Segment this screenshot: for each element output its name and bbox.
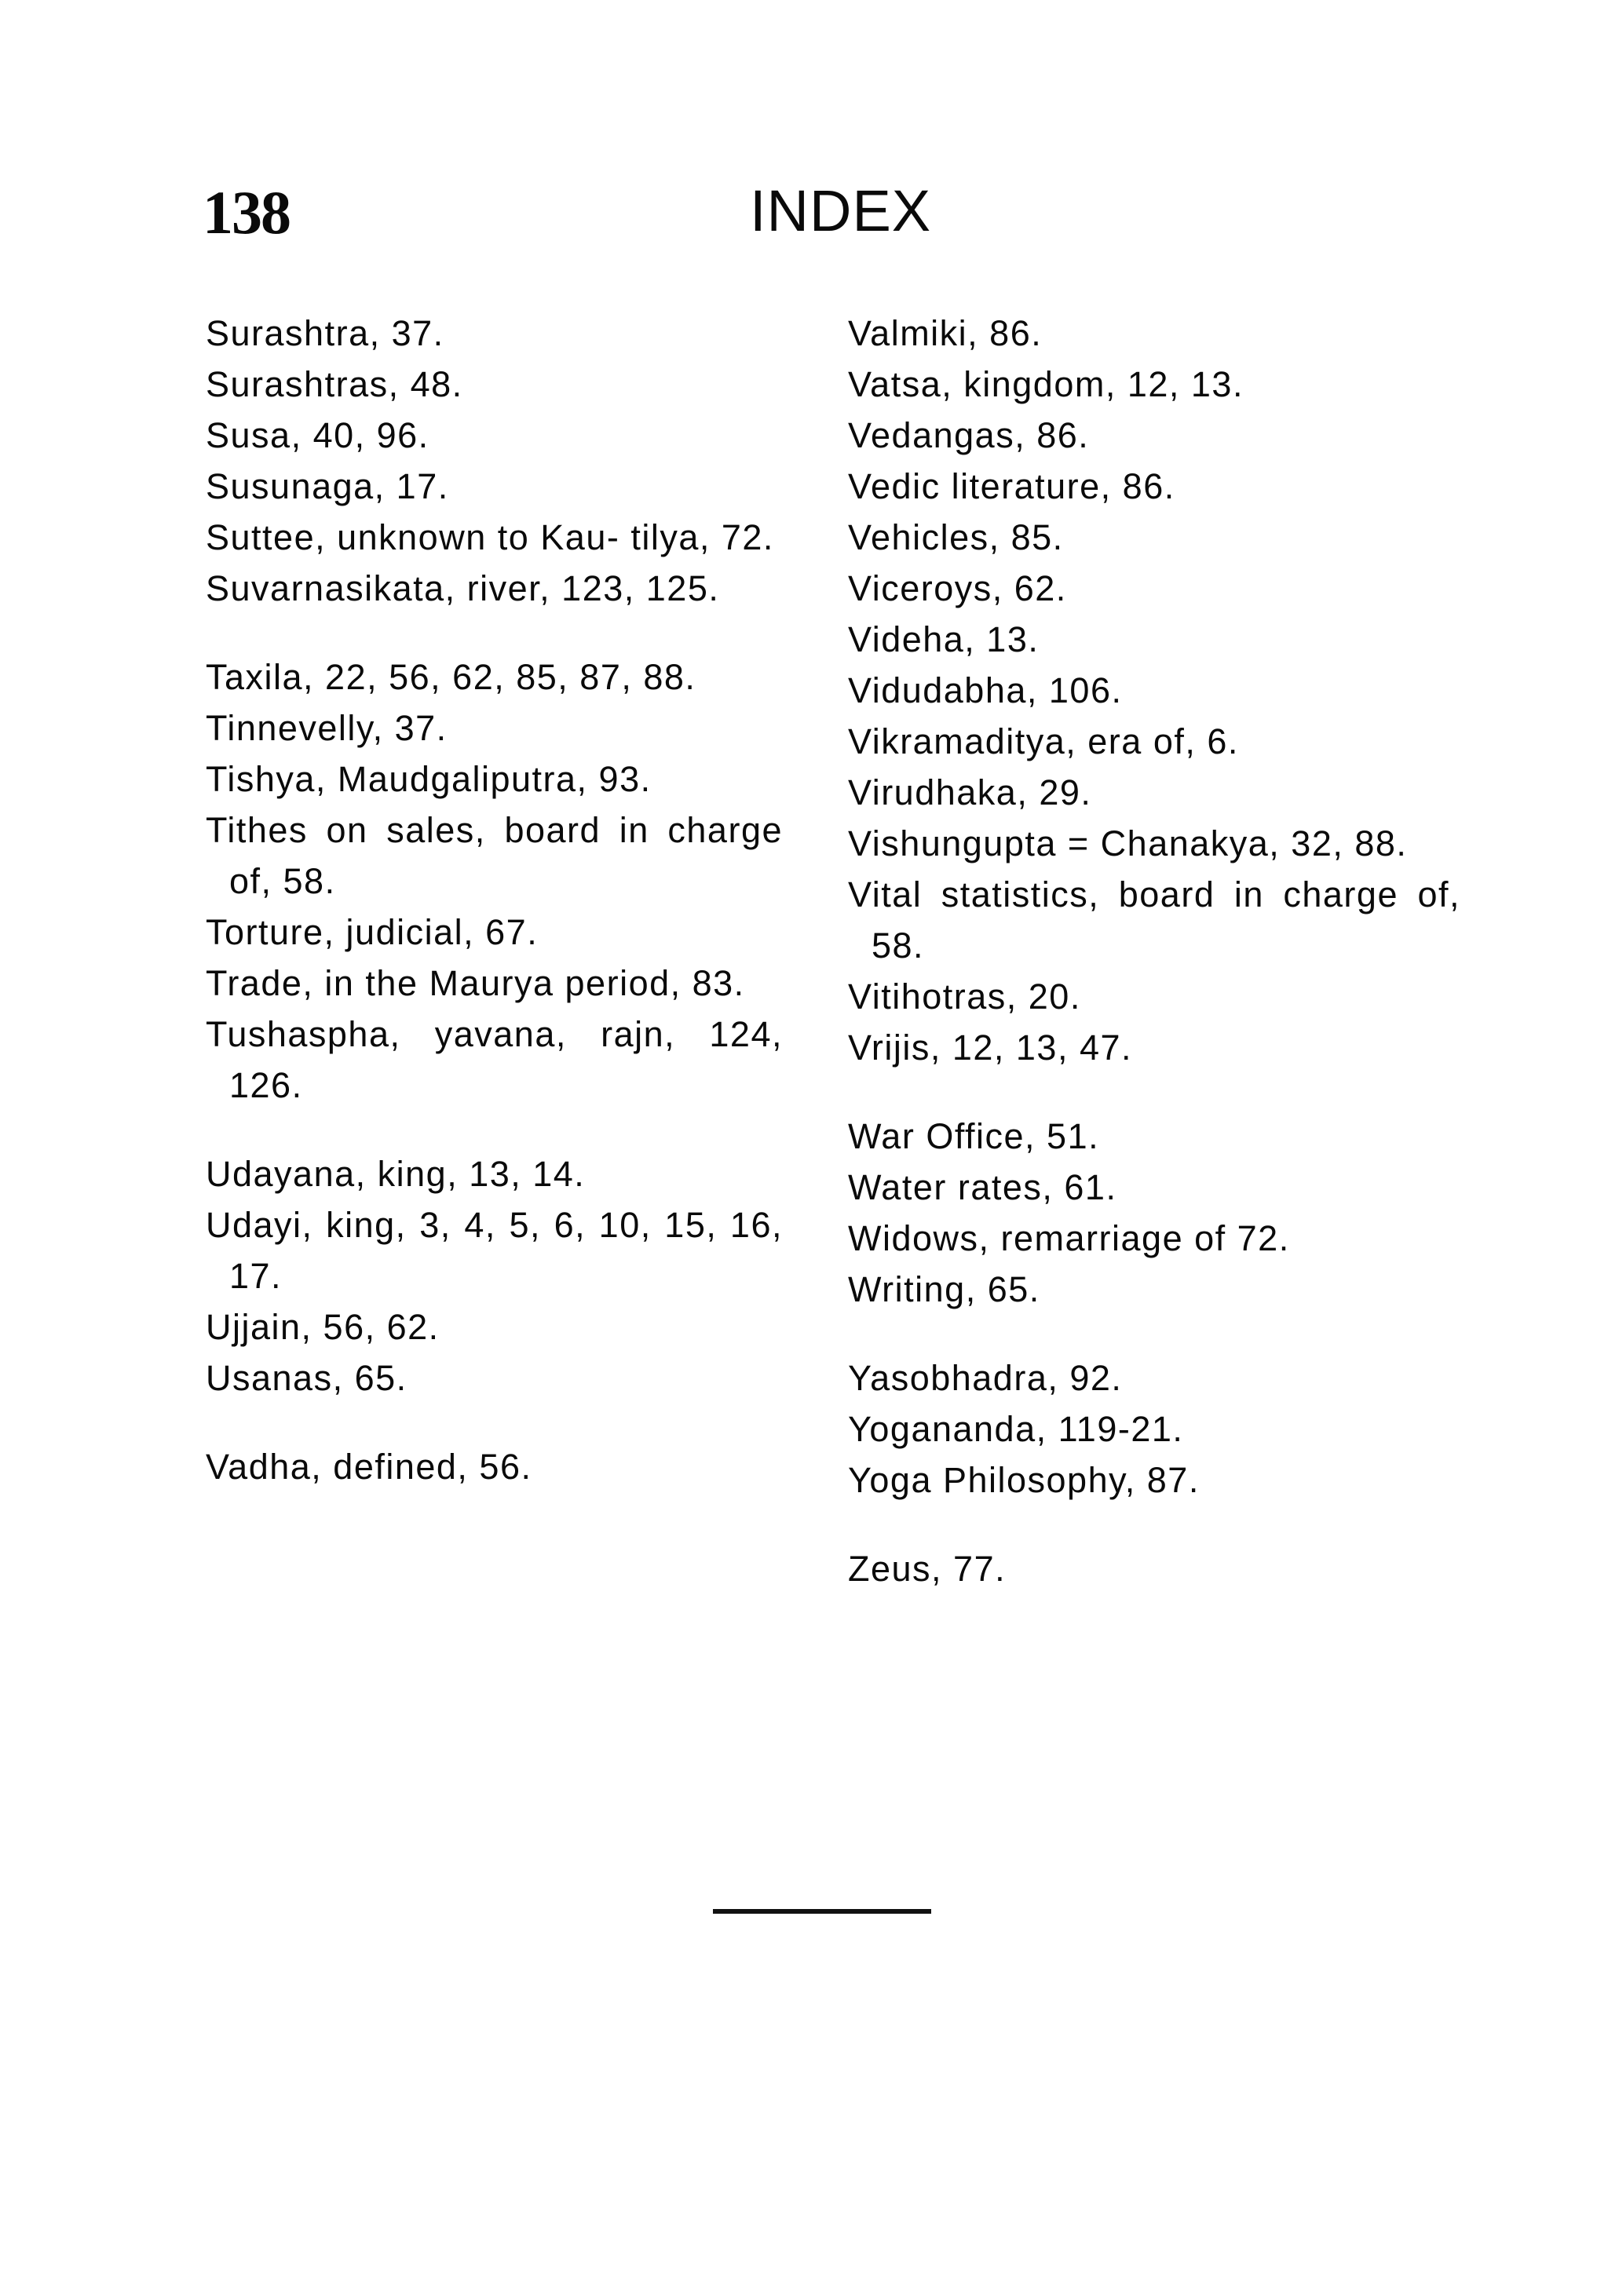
- index-entry: Udayi, king, 3, 4, 5, 6, 10, 15, 16, 17.: [206, 1205, 783, 1296]
- index-entry: Udayana, king, 13, 14.: [206, 1154, 586, 1194]
- index-entry: Videha, 13.: [848, 619, 1040, 659]
- index-entry: Water rates, 61.: [848, 1167, 1117, 1207]
- index-entry: Vehicles, 85.: [848, 517, 1064, 557]
- index-entry: Writing, 65.: [848, 1269, 1040, 1309]
- index-entry: War Office, 51.: [848, 1116, 1100, 1156]
- index-entry: Yasobhadra, 92.: [848, 1358, 1123, 1398]
- index-entry: Yogananda, 119-21.: [848, 1409, 1184, 1449]
- index-entry: Susunaga, 17.: [206, 466, 449, 506]
- index-entry: Zeus, 77.: [848, 1549, 1007, 1589]
- index-entry: Viceroys, 62.: [848, 568, 1067, 608]
- index-entry: Usanas, 65.: [206, 1358, 407, 1398]
- page-number: 138: [203, 178, 290, 246]
- index-entry: Tushaspha, yavana, rajn, 124, 126.: [206, 1014, 783, 1105]
- index-column-left: [206, 308, 783, 1492]
- index-entry: Vitihotras, 20.: [848, 976, 1081, 1017]
- index-entry: Valmiki, 86.: [848, 313, 1043, 353]
- index-entry: Yoga Philosophy, 87.: [848, 1460, 1200, 1500]
- index-entry: Tishya, Maudgaliputra, 93.: [206, 759, 652, 799]
- index-entry: Ujjain, 56, 62.: [206, 1307, 440, 1347]
- index-entry: Trade, in the Maurya period, 83.: [206, 963, 745, 1003]
- index-entry: Suttee, unknown to Kau- tilya, 72.: [206, 517, 774, 557]
- index-entry: Vrijis, 12, 13, 47.: [848, 1028, 1133, 1068]
- index-entry: Vishungupta = Chanakya, 32, 88.: [848, 823, 1408, 863]
- index-entry: Vikramaditya, era of, 6.: [848, 721, 1239, 761]
- index-entry: Widows, remarriage of 72.: [848, 1218, 1290, 1258]
- index-entry: Suvarnasikata, river, 123, 125.: [206, 568, 720, 608]
- page-title: INDEX: [750, 178, 932, 243]
- index-entry: Tinnevelly, 37.: [206, 708, 448, 748]
- index-column-right: [848, 308, 1460, 1594]
- index-entry: Vidudabha, 106.: [848, 670, 1123, 710]
- index-entry: Virudhaka, 29.: [848, 772, 1092, 812]
- index-entry: Vedic literature, 86.: [848, 466, 1175, 506]
- end-rule: [713, 1909, 931, 1914]
- index-entry: Taxila, 22, 56, 62, 85, 87, 88.: [206, 657, 696, 697]
- index-entry: Tithes on sales, board in charge of, 58.: [206, 810, 783, 901]
- index-entry: Torture, judicial, 67.: [206, 912, 539, 952]
- index-entry: Vadha, defined, 56.: [206, 1447, 532, 1487]
- index-entry: Surashtra, 37.: [206, 313, 444, 353]
- index-entry: Vital statistics, board in charge of, 58.: [848, 874, 1460, 965]
- index-entry: Vatsa, kingdom, 12, 13.: [848, 364, 1244, 404]
- index-entry: Surashtras, 48.: [206, 364, 463, 404]
- index-entry: Susa, 40, 96.: [206, 415, 429, 455]
- index-entry: Vedangas, 86.: [848, 415, 1090, 455]
